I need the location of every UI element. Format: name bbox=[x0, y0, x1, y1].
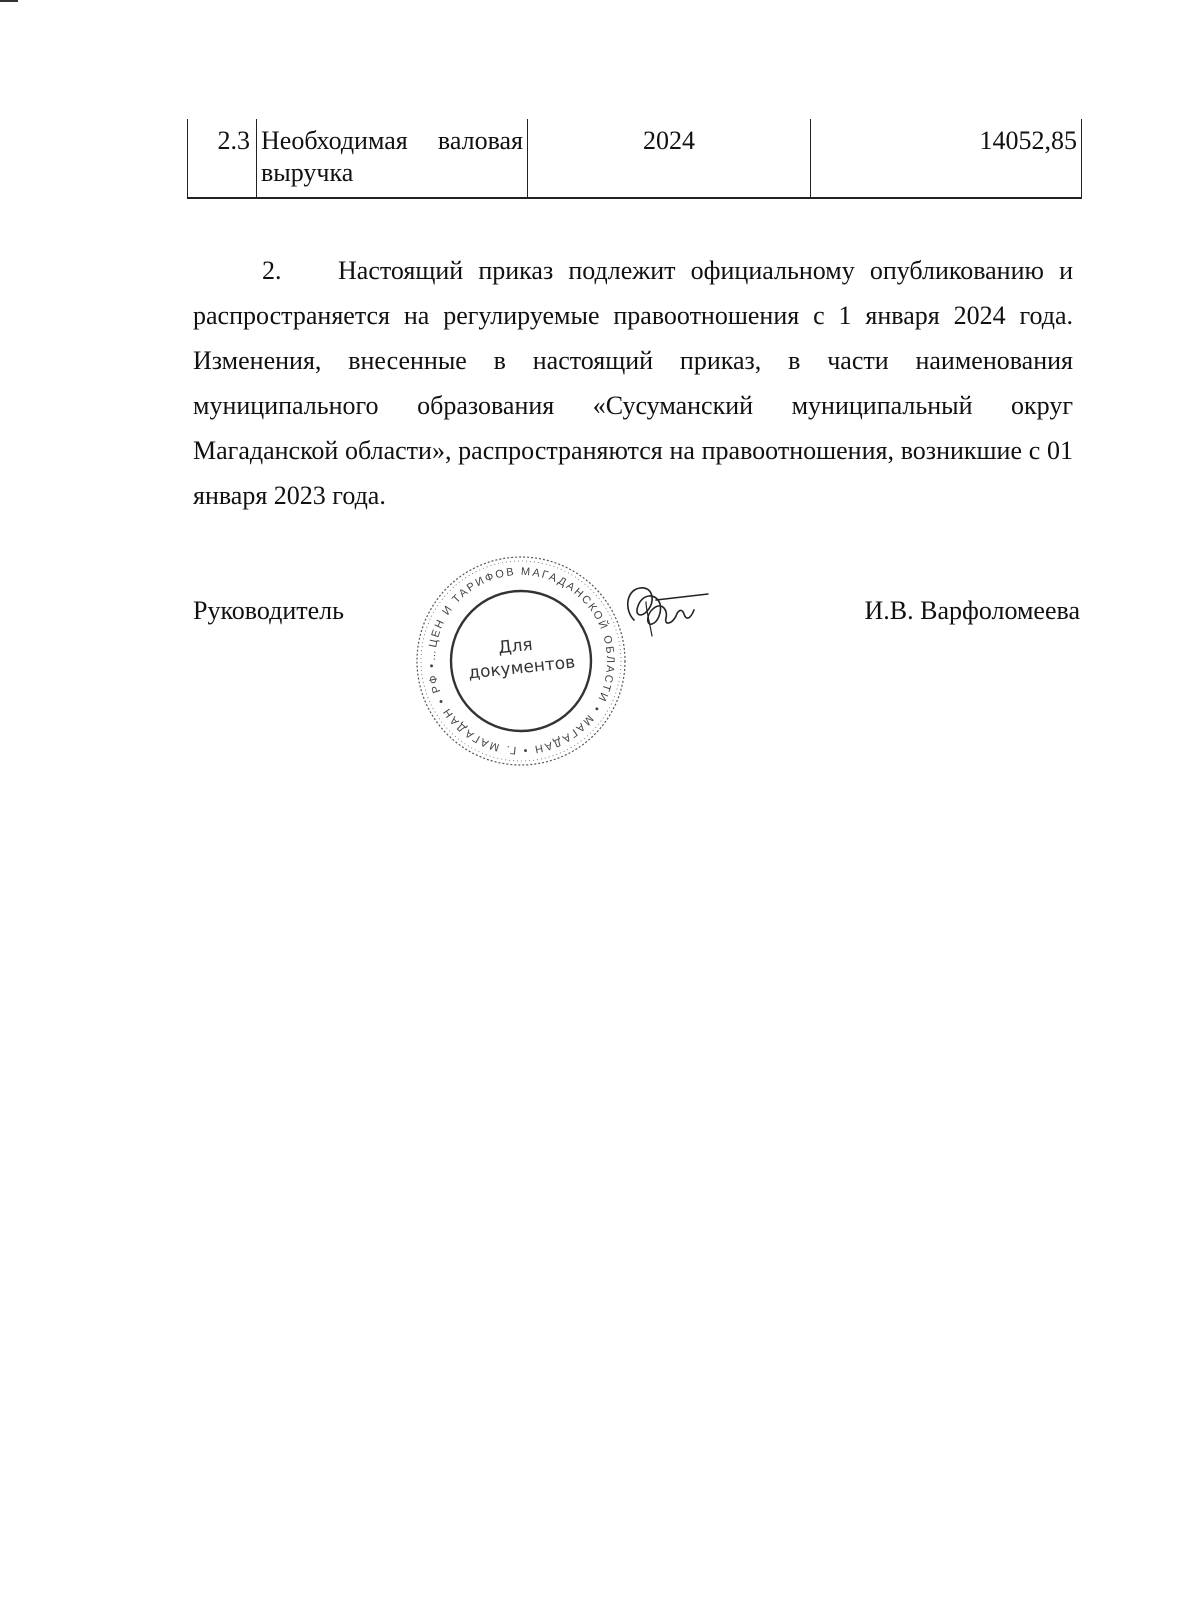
value-cell: 14052,85 bbox=[811, 119, 1082, 198]
tariff-table bbox=[187, 119, 1082, 199]
seal-center-line1: Для bbox=[497, 634, 534, 659]
signer-title: Руководитель bbox=[193, 596, 344, 625]
signer-name: И.В. Варфоломеева bbox=[864, 596, 1080, 625]
paragraph-text: Настоящий приказ подлежит официальному опубликованию и распространяется на регулируемые правоотношения с 1 января 2024 года. Изменения, внесенные в настоящий приказ, в части наименования муниципального образования «Сусуманский муниципальный округ Магаданской области», распространяются на правоотношения, возникшие с 01 января 2023 года. bbox=[193, 256, 1073, 510]
row-number-cell: 2.3 bbox=[188, 119, 257, 198]
table-row bbox=[188, 119, 1082, 198]
official-seal-stamp bbox=[413, 553, 629, 769]
scan-corner-mark bbox=[0, 0, 18, 2]
year-cell: 2024 bbox=[528, 119, 811, 198]
indicator-name-cell: Необходимая валовая выручка bbox=[257, 119, 528, 198]
seal-center-line2: документов bbox=[467, 652, 577, 684]
seal-ring-text: …ЦЕН И ТАРИФОВ МАГАДАНСКОЙ ОБЛАСТИ • МАГАДАН • Г. МАГАДАН • РФ • bbox=[425, 565, 617, 757]
handwritten-signature bbox=[616, 580, 716, 640]
paragraph-2 bbox=[193, 248, 1073, 518]
paragraph-number: 2. bbox=[262, 256, 282, 285]
